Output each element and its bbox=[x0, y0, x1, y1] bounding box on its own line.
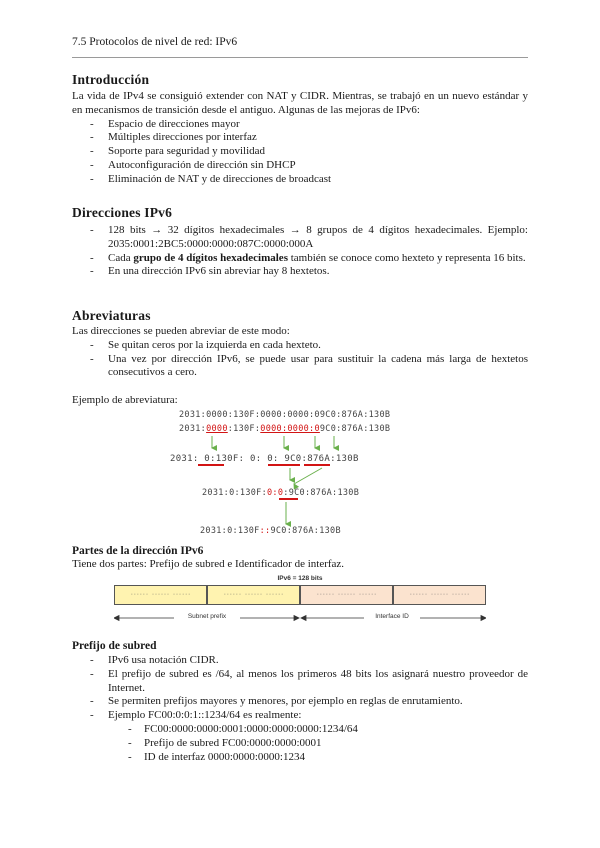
header-divider bbox=[72, 57, 528, 58]
abbreviation-figure bbox=[72, 410, 528, 542]
interface-hextets-2: ······ ······ ······ bbox=[393, 585, 486, 605]
list-item: - En una dirección IPv6 sin abreviar hay 8 hextetos. bbox=[72, 265, 528, 279]
heading-partes: Partes de la dirección IPv6 bbox=[72, 545, 204, 557]
heading-prefijo: Prefijo de subred bbox=[72, 640, 157, 652]
highlight-zeros: 0:0 bbox=[267, 488, 284, 498]
double-colon: :: bbox=[259, 526, 271, 536]
example-label: Ejemplo de abreviatura: bbox=[72, 394, 178, 407]
highlight-zeros: 0000 bbox=[206, 424, 228, 434]
intro-list bbox=[72, 118, 528, 187]
arrowhead bbox=[481, 616, 486, 621]
prefijo-list bbox=[72, 654, 528, 764]
arrows-svg bbox=[72, 410, 528, 542]
text-fragment: 2031:0:130F bbox=[200, 526, 260, 536]
list-item: - Múltiples direcciones por interfaz bbox=[72, 131, 528, 145]
list-item: - Una vez por dirección IPv6, se puede usar para sustituir la cadena más larga de hextetos consecutivos a cero. bbox=[72, 353, 528, 381]
subnet-hextets-2: ······ ······ ······ bbox=[207, 585, 300, 605]
address-compressible bbox=[202, 488, 359, 498]
text-fragment: 2031: bbox=[179, 424, 207, 434]
text-fragment: también se conoce como hexteto y representa 16 bits. bbox=[287, 251, 526, 264]
section-prefijo bbox=[72, 640, 528, 764]
diagram-title: IPv6 = 128 bits bbox=[277, 575, 323, 582]
arrowhead bbox=[114, 616, 119, 621]
heading-introduccion: Introducción bbox=[72, 72, 150, 87]
list-item: - Se quitan ceros por la izquierda en cada hexteto. bbox=[72, 339, 528, 353]
address-bar bbox=[114, 585, 486, 605]
interface-hextets-1: ······ ······ ······ bbox=[300, 585, 393, 605]
subnet-hextets-1: ······ ······ ······ bbox=[114, 585, 207, 605]
section-direcciones bbox=[72, 205, 528, 279]
highlight-zeros: 0000:0000:0 bbox=[260, 424, 320, 434]
partes-paragraph: Tiene dos partes: Prefijo de subred e Identificador de interfaz. bbox=[72, 558, 345, 570]
range-arrows bbox=[114, 611, 486, 625]
arrowhead bbox=[301, 616, 306, 621]
direcciones-list bbox=[72, 224, 528, 279]
list-item: - Soporte para seguridad y movilidad bbox=[72, 145, 528, 159]
text-fragment: :130F: bbox=[227, 424, 261, 434]
list-item bbox=[72, 252, 528, 266]
section-introduccion bbox=[72, 72, 528, 187]
page-header: 7.5 Protocolos de nivel de red: IPv6 bbox=[72, 36, 238, 48]
address-abbreviated bbox=[200, 526, 341, 536]
interface-id-label: Interface ID bbox=[375, 613, 409, 620]
list-item: - Se permiten prefijos mayores y menores, por ejemplo en reglas de enrutamiento. bbox=[72, 695, 528, 709]
text-fragment: :9C0:876A:130B bbox=[283, 488, 360, 498]
abreviaturas-list bbox=[72, 339, 528, 380]
list-item: - El prefijo de subred es /64, al menos los primeros 48 bits los asignará nuestro proveedor de Internet. bbox=[72, 668, 528, 696]
list-item: - Eliminación de NAT y de direcciones de broadcast bbox=[72, 173, 528, 187]
abreviaturas-paragraph: Las direcciones se pueden abreviar de este modo: bbox=[72, 325, 290, 337]
list-item: - Espacio de direcciones mayor bbox=[72, 118, 528, 132]
intro-paragraph: La vida de IPv4 se consiguió extender con NAT y CIDR. Mientras, se trabajó en un nuevo estándar y en mecanismos de transición desde el antiguo. Algunas de las mejoras de IPv6: bbox=[72, 90, 528, 116]
list-item: - Ejemplo FC00:0:0:1::1234/64 es realmente: bbox=[72, 709, 528, 723]
list-item: - Autoconfiguración de dirección sin DHCP bbox=[72, 159, 528, 173]
list-item: - IPv6 usa notación CIDR. bbox=[72, 654, 528, 668]
arrow bbox=[294, 468, 322, 484]
list-subitem: - Prefijo de subred FC00:0000:0000:0001 bbox=[72, 737, 528, 751]
text-fragment: 2031:0:130F: bbox=[202, 488, 268, 498]
address-leading-zeros-removed: 2031: 0:130F: 0: 0: 9C0:876A:130B bbox=[170, 454, 359, 464]
subnet-prefix-label: Subnet prefix bbox=[187, 613, 227, 620]
text-fragment: Cada bbox=[108, 251, 134, 264]
list-subitem: - FC00:0000:0000:0001:0000:0000:0000:1234/64 bbox=[72, 723, 528, 737]
ipv6-parts-diagram bbox=[114, 575, 486, 625]
bold-text: grupo de 4 dígitos hexadecimales bbox=[133, 251, 288, 264]
section-abreviaturas bbox=[72, 308, 528, 408]
list-item: - 128 bits → 32 dígitos hexadecimales → 8 grupos de 4 dígitos hexadecimales. Ejemplo: 2035:0001:2BC5:0000:0000:087C:0000:000A bbox=[72, 224, 528, 252]
text-fragment: 9C0:876A:130B bbox=[319, 424, 391, 434]
address-full: 2031:0000:130F:0000:0000:09C0:876A:130B bbox=[179, 410, 391, 420]
list-subitem: - ID de interfaz 0000:0000:0000:1234 bbox=[72, 751, 528, 765]
arrowhead bbox=[294, 616, 299, 621]
heading-direcciones: Direcciones IPv6 bbox=[72, 205, 173, 220]
section-partes bbox=[72, 545, 528, 572]
text-fragment: 9C0:876A:130B bbox=[270, 526, 341, 536]
heading-abreviaturas: Abreviaturas bbox=[72, 308, 151, 323]
